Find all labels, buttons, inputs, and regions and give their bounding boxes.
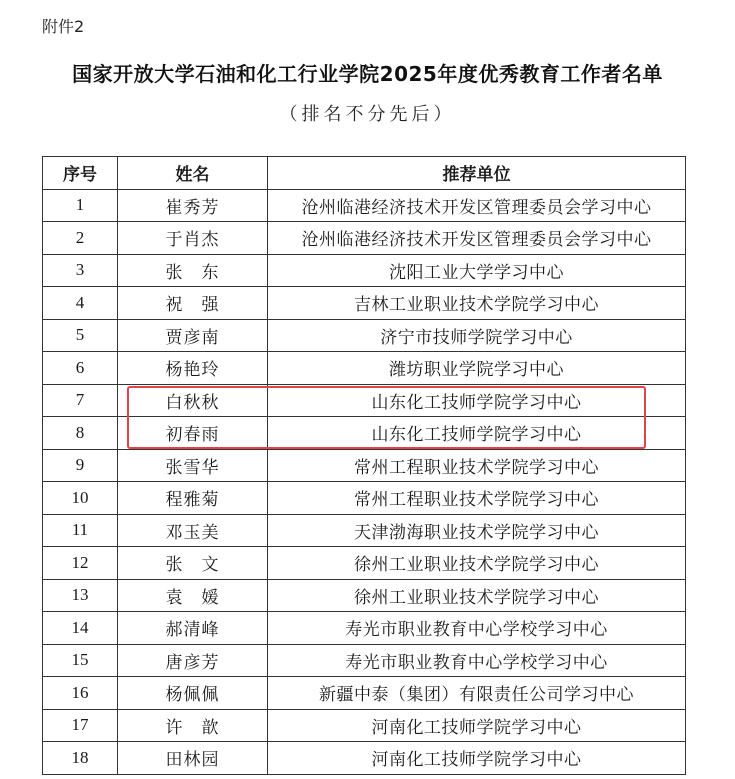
row-name: 程雅菊 <box>118 482 268 515</box>
row-unit: 河南化工技师学院学习中心 <box>268 742 686 775</box>
row-unit: 沧州临港经济技术开发区管理委员会学习中心 <box>268 189 686 222</box>
row-number: 4 <box>43 287 118 320</box>
row-number: 10 <box>43 482 118 515</box>
table-row <box>43 709 686 742</box>
table-row <box>43 482 686 515</box>
row-name: 贾彦南 <box>118 319 268 352</box>
table-header-row <box>43 157 686 190</box>
row-unit: 济宁市技师学院学习中心 <box>268 319 686 352</box>
row-number: 3 <box>43 254 118 287</box>
table-row <box>43 287 686 320</box>
row-number: 7 <box>43 384 118 417</box>
table-row <box>43 514 686 547</box>
roster-table <box>42 156 686 775</box>
row-name: 白秋秋 <box>118 384 268 417</box>
row-name: 崔秀芳 <box>118 189 268 222</box>
table-row <box>43 417 686 450</box>
table-row <box>43 579 686 612</box>
row-name: 祝 强 <box>118 287 268 320</box>
row-name: 张雪华 <box>118 449 268 482</box>
row-unit: 潍坊职业学院学习中心 <box>268 352 686 385</box>
row-name: 唐彦芳 <box>118 644 268 677</box>
row-number: 13 <box>43 579 118 612</box>
header-recommending-unit: 推荐单位 <box>268 157 686 190</box>
row-number: 1 <box>43 189 118 222</box>
table-row <box>43 319 686 352</box>
attachment-label: 附件2 <box>42 17 85 36</box>
row-unit: 寿光市职业教育中心学校学习中心 <box>268 612 686 645</box>
row-number: 2 <box>43 222 118 255</box>
row-unit: 徐州工业职业技术学院学习中心 <box>268 579 686 612</box>
row-unit: 沈阳工业大学学习中心 <box>268 254 686 287</box>
table-row <box>43 612 686 645</box>
row-name: 袁 媛 <box>118 579 268 612</box>
row-number: 11 <box>43 514 118 547</box>
row-unit: 沧州临港经济技术开发区管理委员会学习中心 <box>268 222 686 255</box>
row-number: 5 <box>43 319 118 352</box>
header-name: 姓名 <box>118 157 268 190</box>
table-row <box>43 449 686 482</box>
row-number: 9 <box>43 449 118 482</box>
row-number: 8 <box>43 417 118 450</box>
row-unit: 徐州工业职业技术学院学习中心 <box>268 547 686 580</box>
row-name: 张 文 <box>118 547 268 580</box>
row-name: 邓玉美 <box>118 514 268 547</box>
row-unit: 常州工程职业技术学院学习中心 <box>268 449 686 482</box>
row-unit: 吉林工业职业技术学院学习中心 <box>268 287 686 320</box>
row-number: 16 <box>43 677 118 710</box>
row-unit: 山东化工技师学院学习中心 <box>268 417 686 450</box>
row-unit: 河南化工技师学院学习中心 <box>268 709 686 742</box>
document-title: 国家开放大学石油和化工行业学院2025年度优秀教育工作者名单 <box>72 62 663 86</box>
header-serial-number: 序号 <box>43 157 118 190</box>
table-row <box>43 222 686 255</box>
row-unit: 新疆中泰（集团）有限责任公司学习中心 <box>268 677 686 710</box>
row-number: 15 <box>43 644 118 677</box>
table-row <box>43 742 686 775</box>
table-row <box>43 189 686 222</box>
row-name: 郝清峰 <box>118 612 268 645</box>
row-number: 12 <box>43 547 118 580</box>
row-unit: 常州工程职业技术学院学习中心 <box>268 482 686 515</box>
row-name: 于肖杰 <box>118 222 268 255</box>
row-number: 14 <box>43 612 118 645</box>
row-name: 张 东 <box>118 254 268 287</box>
row-unit: 天津渤海职业技术学院学习中心 <box>268 514 686 547</box>
row-unit: 寿光市职业教育中心学校学习中心 <box>268 644 686 677</box>
row-name: 初春雨 <box>118 417 268 450</box>
row-number: 18 <box>43 742 118 775</box>
row-name: 许 歆 <box>118 709 268 742</box>
table-row <box>43 547 686 580</box>
row-number: 6 <box>43 352 118 385</box>
table-row <box>43 254 686 287</box>
row-unit: 山东化工技师学院学习中心 <box>268 384 686 417</box>
table-row <box>43 644 686 677</box>
row-name: 杨艳玲 <box>118 352 268 385</box>
table-row <box>43 352 686 385</box>
table-row <box>43 677 686 710</box>
row-number: 17 <box>43 709 118 742</box>
row-name: 田林园 <box>118 742 268 775</box>
document-subtitle: （排名不分先后） <box>279 104 456 125</box>
table-row <box>43 384 686 417</box>
row-name: 杨佩佩 <box>118 677 268 710</box>
